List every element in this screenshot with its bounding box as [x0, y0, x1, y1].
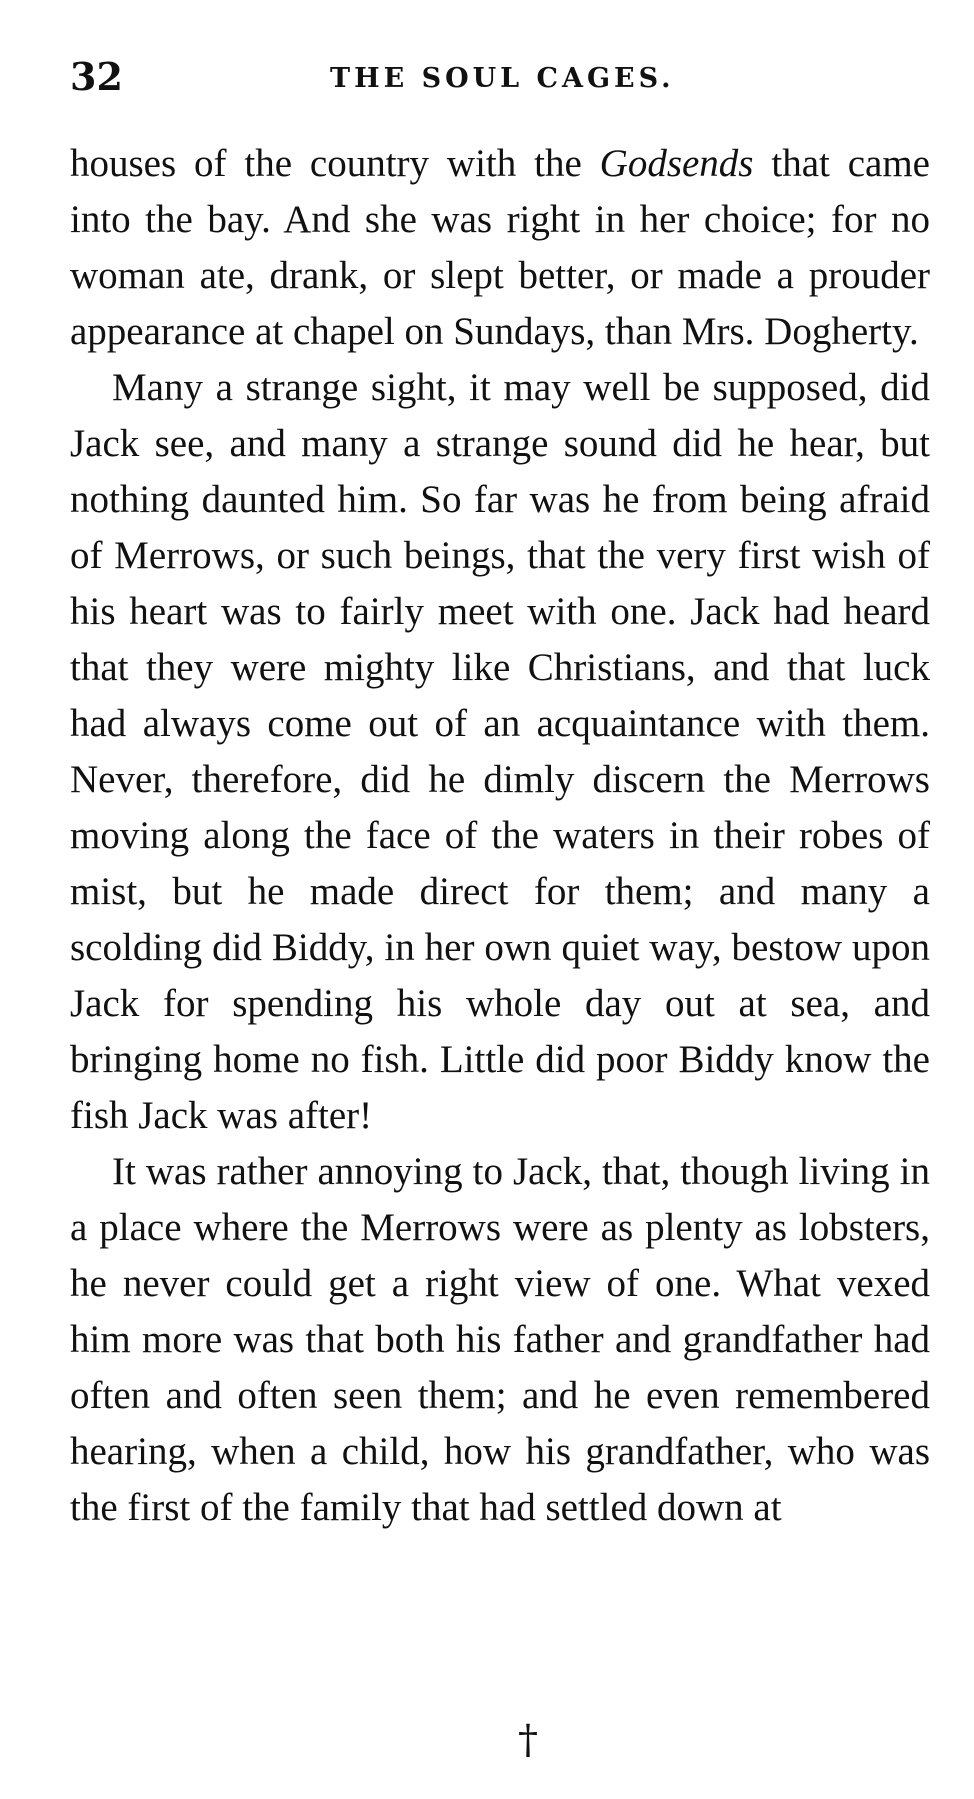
running-head: THE SOUL CAGES. [330, 63, 675, 94]
paragraph-1 [70, 136, 930, 360]
page-header [70, 52, 930, 102]
paragraph-1-after: that came into the bay. And she was right in her choice; for no woman ate, drank, or slept better, or made a prouder appearance at chapel on Sundays, than Mrs. Dogherty. [70, 142, 930, 353]
body-text [70, 136, 930, 1536]
godsends-emphasis: Godsends [599, 142, 754, 185]
signature-mark: † [518, 1717, 538, 1763]
page-number: 32 [70, 54, 123, 99]
paragraph-1-before: houses of the country with the [70, 142, 600, 185]
paragraph-3: It was rather annoying to Jack, that, though living in a place where the Merrows were as plenty as lobsters, he never could get a right view of one. What vexed him more was that both his father and grandfather had often and often seen them; and he even remembered hearing, when a child, how his grandfather, who was the first of the family that had settled down at [70, 1150, 930, 1529]
paragraph-2: Many a strange sight, it may well be supposed, did Jack see, and many a strange sound did he hear, but nothing daunted him. So far was he from being afraid of Merrows, or such beings, that the very first wish of his heart was to fairly meet with one. Jack had heard that they were mighty like Christians, and that luck had always come out of an acquaintance with them. Never, therefore, did he dimly discern the Merrows moving along the face of the waters in their robes of mist, but he made direct for them; and many a scolding did Biddy, in her own quiet way, bestow upon Jack for spending his whole day out at sea, and bringing home no fish. Little did poor Biddy know the fish Jack was after! [70, 366, 930, 1137]
